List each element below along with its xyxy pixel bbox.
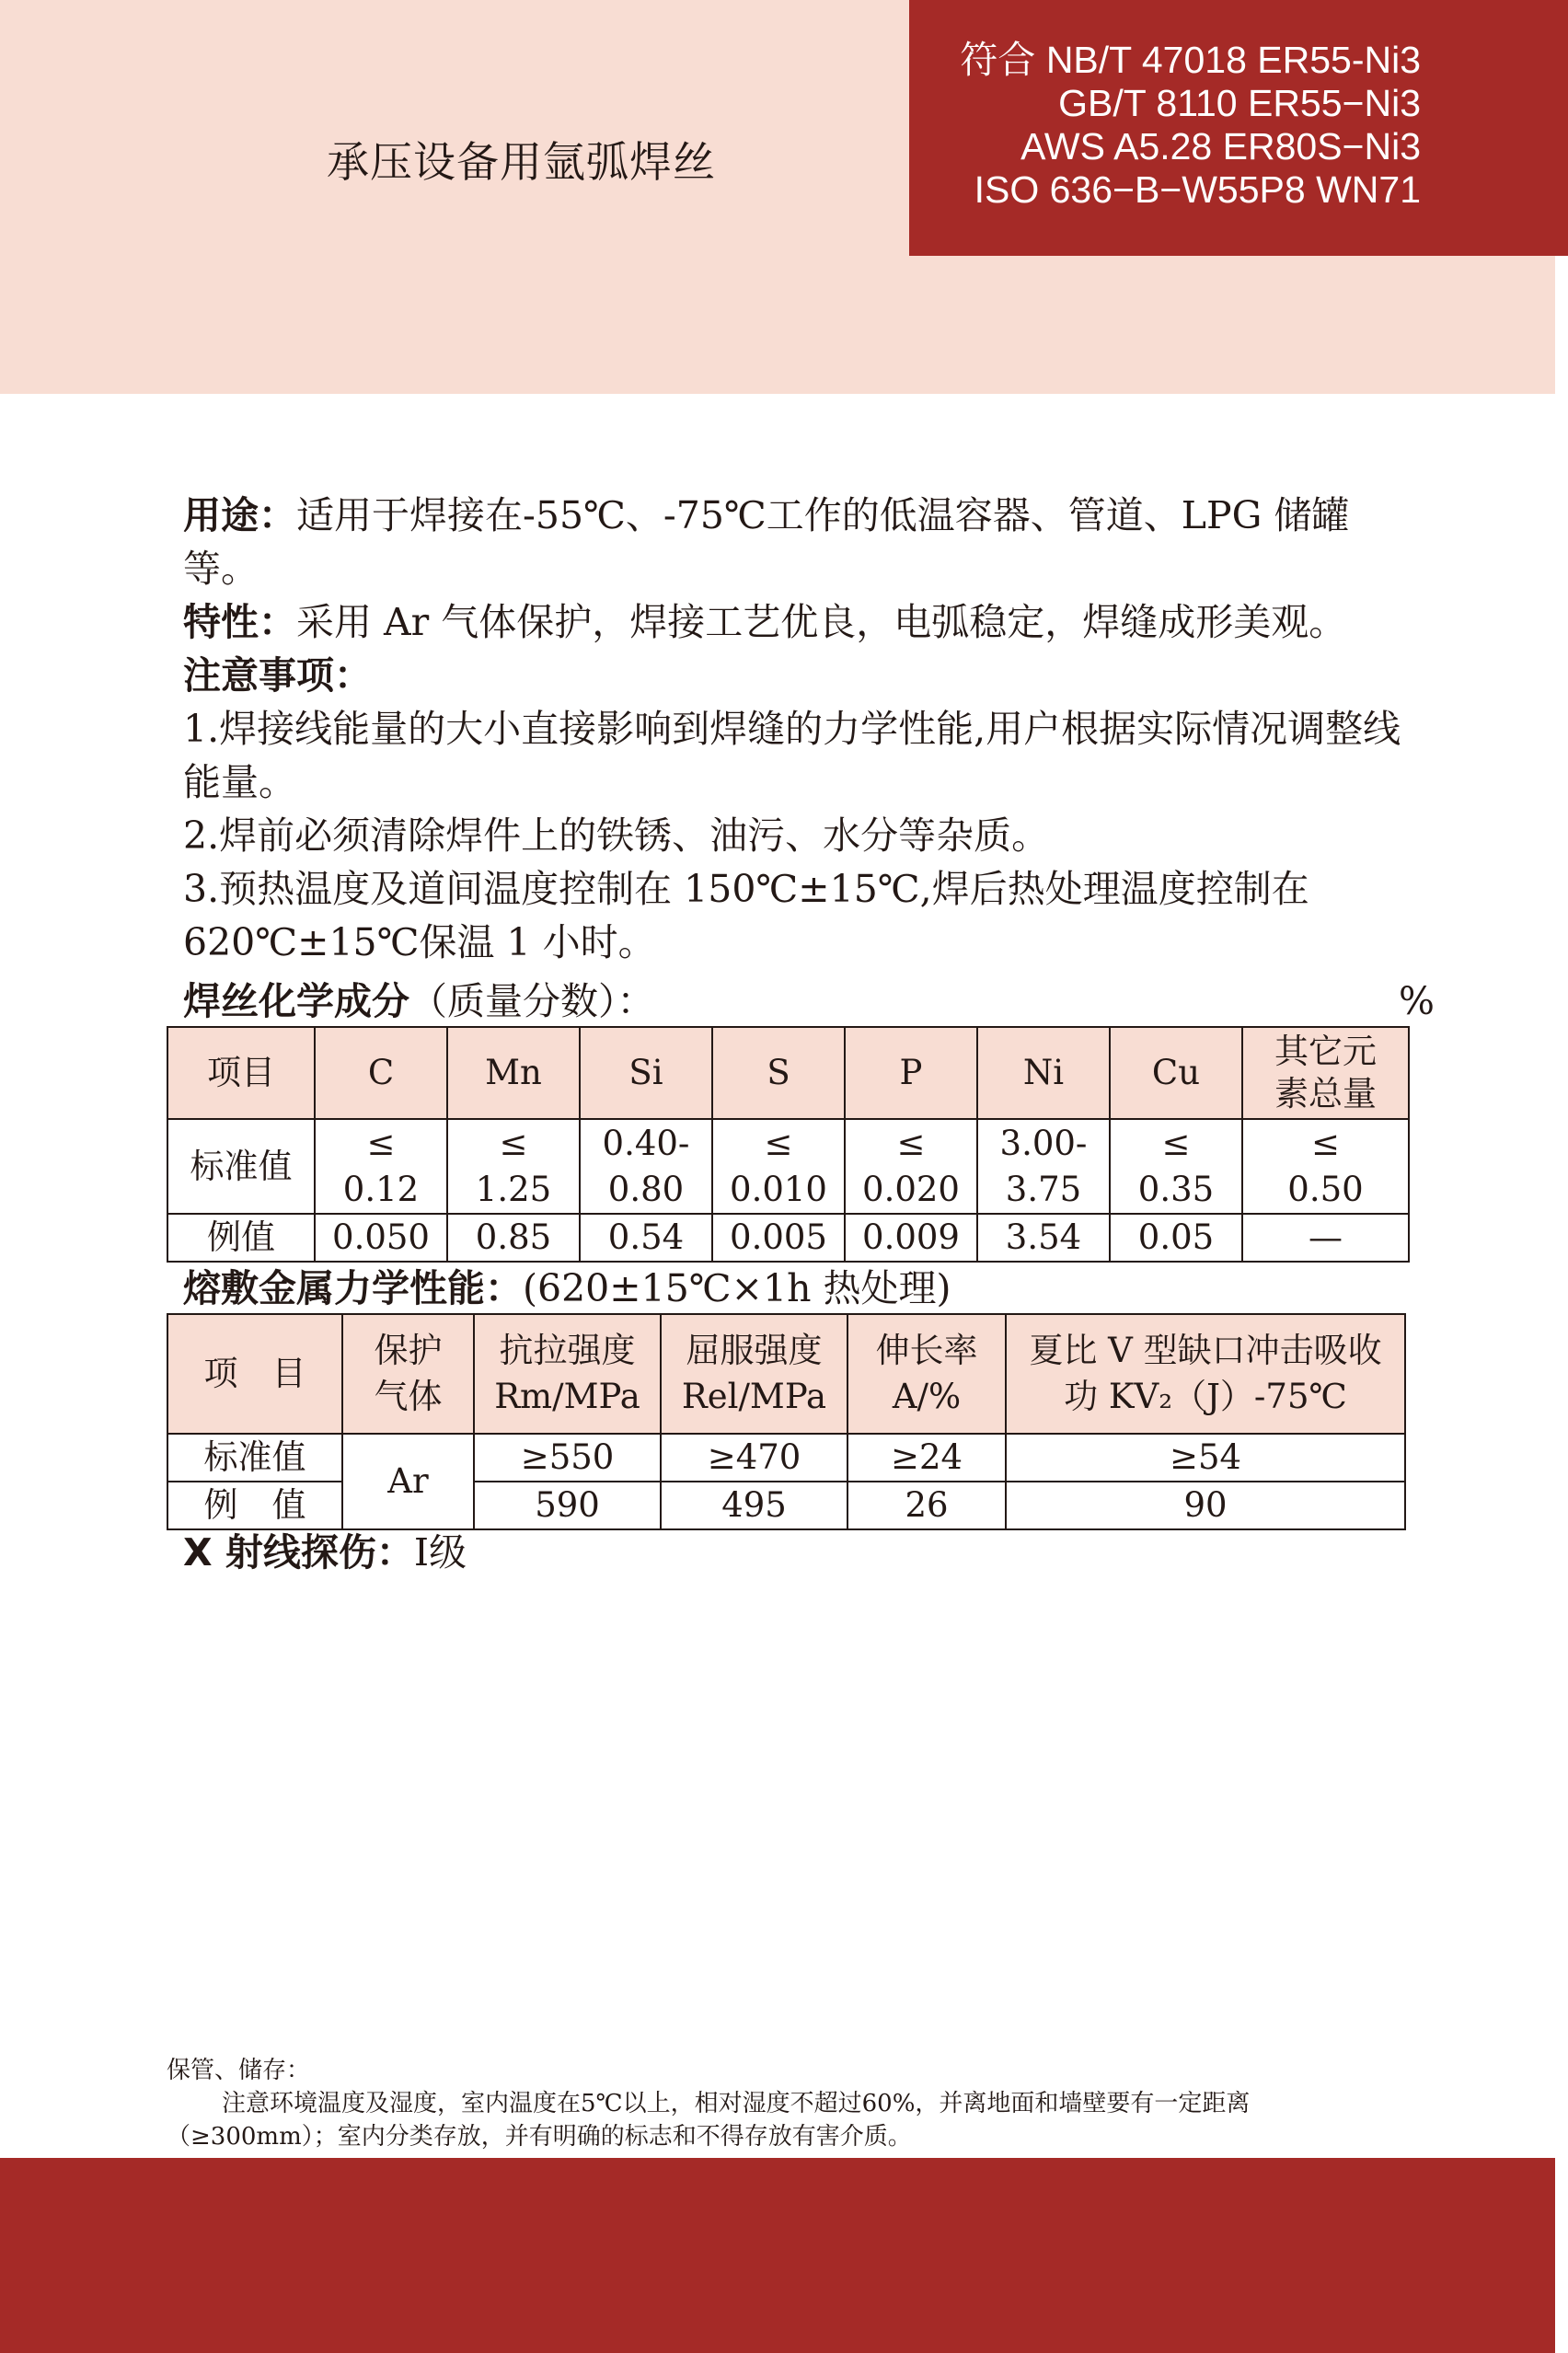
standard-line: GB/T 8110 ER55−Ni3 <box>1058 82 1421 124</box>
table-cell: 3.00- 3.75 <box>977 1119 1110 1214</box>
table-cell: 0.85 <box>447 1214 580 1262</box>
column-header: Mn <box>447 1027 580 1119</box>
table-cell: 590 <box>474 1482 661 1529</box>
table-cell: — <box>1242 1214 1409 1262</box>
column-header: Cu <box>1110 1027 1242 1119</box>
chem-title-rest: （质量分数）： <box>409 979 655 1023</box>
table-cell: ≥550 <box>474 1434 661 1482</box>
column-header: 屈服强度 Rel/MPa <box>661 1314 847 1434</box>
table-cell: 26 <box>847 1482 1006 1529</box>
note-item: 1.焊接线能量的大小直接影响到焊缝的力学性能,用户根据实际情况调整线能量。 <box>183 707 1401 804</box>
storage-heading: 保管、储存： <box>167 2057 311 2084</box>
row-label: 例 值 <box>167 1482 342 1529</box>
table-cell: 0.009 <box>845 1214 977 1262</box>
table-cell: ≥24 <box>847 1434 1006 1482</box>
gas-cell: Ar <box>342 1434 474 1529</box>
table-cell: ≤ 1.25 <box>447 1119 580 1214</box>
table-cell: ≥470 <box>661 1434 847 1482</box>
table-cell: 495 <box>661 1482 847 1529</box>
table-cell: ≤ 0.020 <box>845 1119 977 1214</box>
table-cell: ≤ 0.35 <box>1110 1119 1242 1214</box>
column-header: C <box>315 1027 447 1119</box>
column-header: 抗拉强度 Rm/MPa <box>474 1314 661 1434</box>
page-title: 承压设备用氩弧焊丝 <box>327 137 716 187</box>
mech-title-rest: (620±15℃×1h 热处理) <box>523 1266 951 1310</box>
column-header: 保护 气体 <box>342 1314 474 1434</box>
column-header: S <box>712 1027 845 1119</box>
note-item: 3.预热温度及道间温度控制在 150℃±15℃,焊后热处理温度控制在 620℃±15℃保温 1 小时。 <box>183 867 1309 964</box>
column-header: 项目 <box>167 1027 315 1119</box>
features-label: 特性： <box>183 600 296 644</box>
features-text: 采用 Ar 气体保护，焊接工艺优良，电弧稳定，焊缝成形美观。 <box>296 600 1347 644</box>
standard-line: ISO 636−B−W55P8 WN71 <box>974 168 1421 211</box>
table-row-example <box>167 1214 1409 1262</box>
column-header: 夏比 V 型缺口冲击吸收 功 KV₂（J）-75℃ <box>1006 1314 1405 1434</box>
chem-title-bold: 焊丝化学成分 <box>183 979 409 1023</box>
table-cell: 90 <box>1006 1482 1405 1529</box>
table-cell: 0.54 <box>580 1214 712 1262</box>
mech-table-title <box>183 1262 1407 1315</box>
chemical-composition-table <box>167 1026 1410 1263</box>
storage-text: 注意环境温度及湿度，室内温度在5℃以上，相对湿度不超过60%，并离地面和墙壁要有一定距离（≥300mm）；室内分类存放，并有明确的标志和不得存放有害介质。 <box>167 2090 1251 2151</box>
row-label: 标准值 <box>167 1434 342 1482</box>
table-header-row <box>167 1314 1405 1434</box>
column-header: P <box>845 1027 977 1119</box>
mechanical-properties-table <box>167 1313 1406 1530</box>
notes-heading: 注意事项： <box>183 653 372 698</box>
table-row-standard <box>167 1119 1409 1214</box>
table-cell: ≤ 0.12 <box>315 1119 447 1214</box>
row-label: 例值 <box>167 1214 315 1262</box>
usage-text: 适用于焊接在-55℃、-75℃工作的低温容器、管道、LPG 储罐等。 <box>183 493 1350 591</box>
standards-box <box>909 0 1568 256</box>
usage-label: 用途： <box>183 493 296 537</box>
footer-band <box>0 2158 1555 2353</box>
mech-title-bold: 熔敷金属力学性能： <box>183 1266 523 1310</box>
table-cell: 0.05 <box>1110 1214 1242 1262</box>
xray-label: X 射线探伤： <box>183 1530 414 1574</box>
chem-unit: % <box>1399 979 1435 1023</box>
column-header: 伸长率 A/% <box>847 1314 1006 1434</box>
column-header: 其它元 素总量 <box>1242 1027 1409 1119</box>
row-label: 标准值 <box>167 1119 315 1214</box>
xray-inspection <box>183 1526 467 1579</box>
xray-value: Ⅰ级 <box>413 1530 467 1574</box>
storage-section <box>167 2054 1418 2153</box>
table-row-standard <box>167 1434 1405 1482</box>
table-header-row <box>167 1027 1409 1119</box>
column-header: 项 目 <box>167 1314 342 1434</box>
chem-table-title <box>183 975 1435 1028</box>
usage-paragraph <box>183 489 1407 595</box>
description-section <box>183 489 1407 969</box>
column-header: Ni <box>977 1027 1110 1119</box>
table-cell: ≤ 0.50 <box>1242 1119 1409 1214</box>
table-cell: ≤ 0.010 <box>712 1119 845 1214</box>
table-cell: 0.40- 0.80 <box>580 1119 712 1214</box>
table-cell: 3.54 <box>977 1214 1110 1262</box>
table-cell: 0.050 <box>315 1214 447 1262</box>
features-paragraph <box>183 595 1407 649</box>
standard-line: 符合 NB/T 47018 ER55-Ni3 <box>960 39 1421 81</box>
table-cell: ≥54 <box>1006 1434 1405 1482</box>
note-item: 2.焊前必须清除焊件上的铁锈、油污、水分等杂质。 <box>183 813 1050 858</box>
column-header: Si <box>580 1027 712 1119</box>
table-cell: 0.005 <box>712 1214 845 1262</box>
standard-line: AWS A5.28 ER80S−Ni3 <box>1020 125 1421 167</box>
